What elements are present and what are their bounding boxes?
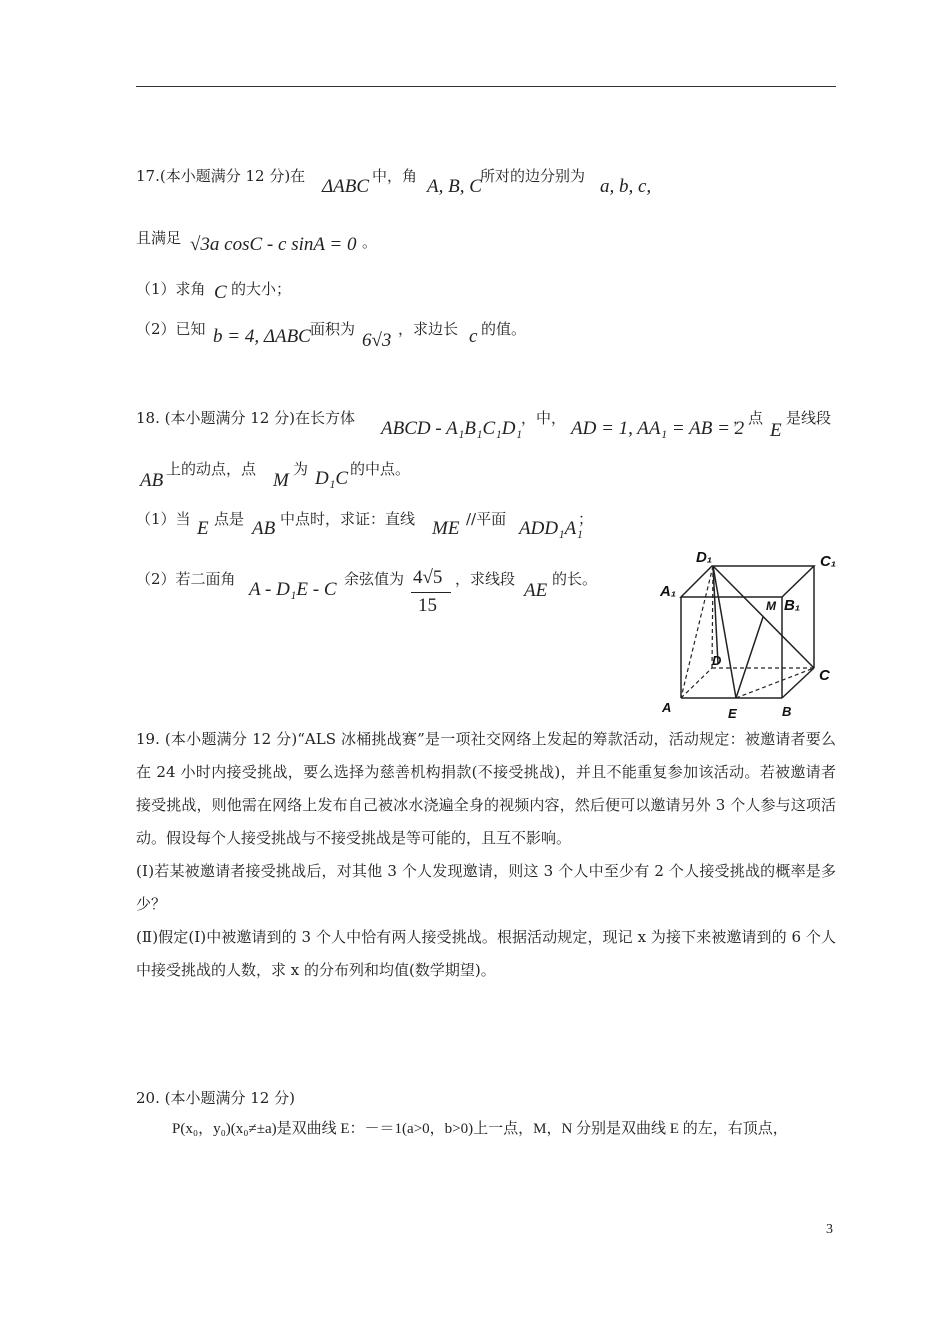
q18-part1-e: E xyxy=(197,518,209,539)
cuboid-figure xyxy=(654,546,844,722)
label-a: A xyxy=(662,700,672,715)
q17-cond-end: 。 xyxy=(362,233,378,251)
q17-part1-label: （1）求角 xyxy=(136,280,206,298)
q19-part2: (Ⅱ)假定(Ⅰ)中被邀请到的 3 个人中恰有两人接受挑战。根据活动规定，现记 x 为接下来被邀请到的 6 个人中接受挑战的人数，求 x 的分布列和均值(数学期望)。 xyxy=(136,928,836,979)
label-a1: A₁ xyxy=(660,583,677,600)
q17-condition: √3a cosC - c sinA = 0 xyxy=(190,234,357,255)
q18-text: 的中点。 xyxy=(350,460,411,478)
q18-part2-text: 的长。 xyxy=(552,570,598,588)
q18-part1-me: ME xyxy=(432,518,460,539)
q18-head: 18. (本小题满分 12 分)在长方体 xyxy=(136,409,355,427)
label-m: M xyxy=(766,599,776,613)
label-b1: B₁ xyxy=(784,597,801,614)
q18-text: 上的动点，点 xyxy=(166,460,257,478)
q20-head: 20. (本小题满分 12 分) xyxy=(136,1089,295,1107)
segment-me xyxy=(736,617,763,698)
q18-text: ，中， xyxy=(521,409,567,427)
hidden-edge-ad xyxy=(681,668,712,698)
label-b: B xyxy=(782,704,792,719)
q17-part2-label: （2）已知 xyxy=(136,320,206,338)
question-19 xyxy=(136,723,836,987)
q18-part1-text: 点是 xyxy=(214,510,245,528)
q18-part1-end: ； xyxy=(578,510,594,528)
q19-part1: (Ⅰ)若某被邀请者接受挑战后，对其他 3 个人发现邀请，则这 3 个人中至少有 2 个人接受挑战的概率是多少？ xyxy=(136,862,836,913)
q17-angles: A, B, C xyxy=(427,176,482,197)
hidden-segment-d1a xyxy=(681,566,713,698)
q17-area: 6√3 xyxy=(362,330,392,351)
q17-part2-expr: b = 4, ΔABC xyxy=(213,326,311,347)
q18-text: 为 xyxy=(293,460,309,478)
q18-solid: ABCD - A₁B₁C₁D₁ xyxy=(381,418,523,439)
label-d: D xyxy=(712,653,722,668)
q19-paragraph: 19. (本小题满分 12 分)“ALS 冰桶挑战赛”是一项社交网络上发起的筹款活动，活动规定：被邀请者要么在 24 小时内接受挑战，要么选择为慈善机构捐款(不接受挑战)，并且不能重复参加该活动。若被邀请者接受挑战，则他需在网络上发布自己被冰水浇遍全身的视频内容，然后便可以邀请另外 3 个人参与这项活动。假设每个人接受挑战与不接受挑战是等可能的，且互不影响。 xyxy=(136,730,836,847)
q18-frac-bar xyxy=(411,592,451,593)
q17-part2-text: ，求边长 xyxy=(398,320,459,338)
q17-head: 17.(本小题满分 12 分)在 xyxy=(136,167,306,185)
q17-part1-var: C xyxy=(214,282,227,303)
q18-text: ，点 xyxy=(733,409,764,427)
q17-cond-label: 且满足 xyxy=(136,229,182,247)
hidden-segment-ec xyxy=(736,668,814,698)
q17-sides: a, b, c, xyxy=(600,176,652,197)
q18-part2-text: 余弦值为 xyxy=(344,570,405,588)
edge-bc xyxy=(782,668,814,698)
q17-triangle: ΔABC xyxy=(322,176,370,197)
q18-frac-den: 15 xyxy=(418,595,437,616)
q18-var-m: M xyxy=(273,470,289,491)
q18-part1-plane: ADD₁A₁ xyxy=(519,518,583,539)
q17-text: 中，角 xyxy=(372,167,418,185)
q17-part2-var: c xyxy=(469,326,478,347)
q17-part1-text: 的大小； xyxy=(231,280,292,298)
label-d1: D₁ xyxy=(696,549,713,566)
label-c1: C₁ xyxy=(820,553,837,570)
q18-text: 是线段 xyxy=(786,409,832,427)
q17-part2-text: 面积为 xyxy=(310,320,356,338)
q18-part2-label: （2）若二面角 xyxy=(136,570,236,588)
q20-line: P(x₀，y₀)(x₀≠±a)是双曲线 E：－＝1(a>0，b>0)上一点，M，N 分别是双曲线 E 的左，右顶点， xyxy=(172,1121,788,1137)
q18-part1-ab: AB xyxy=(252,518,276,539)
q18-part2-angle: A - D₁E - C xyxy=(249,579,337,600)
header-rule xyxy=(136,86,836,87)
q18-frac-num: 4√5 xyxy=(413,567,443,588)
q18-var-e: E xyxy=(770,420,782,441)
label-e: E xyxy=(728,706,737,721)
label-c: C xyxy=(819,667,830,684)
page-number: 3 xyxy=(826,1222,833,1237)
q18-seg-ab: AB xyxy=(140,470,164,491)
q18-dims: AD = 1, AA₁ = AB = 2 xyxy=(571,418,745,439)
cuboid-top-face xyxy=(681,566,814,597)
q18-seg-d1c: D₁C xyxy=(315,468,348,489)
q18-part2-ae: AE xyxy=(524,580,548,601)
q18-part1-text: 中点时，求证：直线 xyxy=(280,510,416,528)
q17-text: 所对的边分别为 xyxy=(480,167,586,185)
q18-part1-label: （1）当 xyxy=(136,510,191,528)
q18-part1-text: //平面 xyxy=(466,510,507,528)
q17-part2-text: 的值。 xyxy=(481,320,527,338)
q18-part2-text: ，求线段 xyxy=(455,570,516,588)
